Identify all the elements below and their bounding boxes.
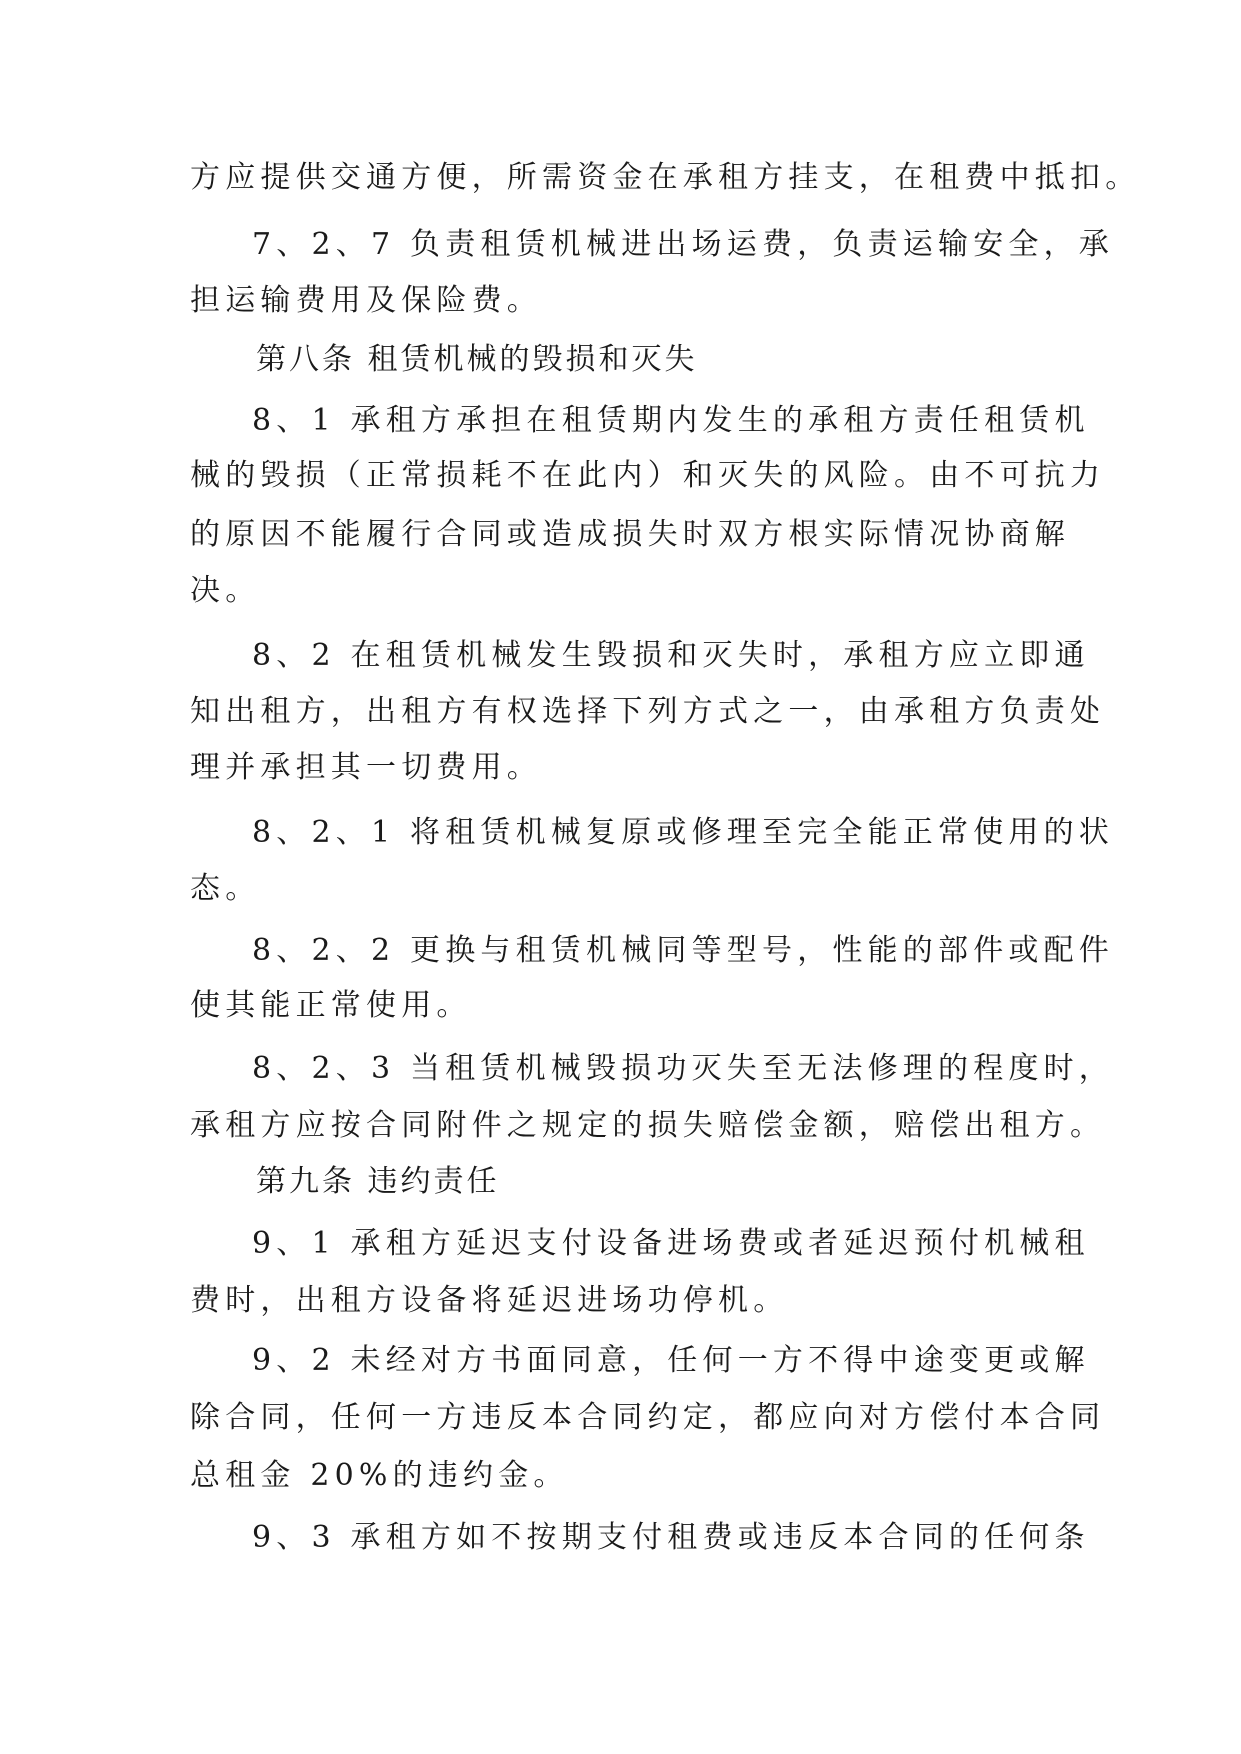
text-line: 7、2、7 负责租赁机械进出场运费，负责运输安全，承: [252, 227, 1114, 262]
text-line: 知出租方，出租方有权选择下列方式之一，由承租方负责处: [190, 694, 1106, 729]
text-line: 8、2、1 将租赁机械复原或修理至完全能正常使用的状: [252, 815, 1114, 850]
text-line: 承租方应按合同附件之规定的损失赔偿金额，赔偿出租方。: [190, 1108, 1106, 1143]
text-line: 担运输费用及保险费。: [190, 283, 542, 318]
text-line: 8、1 承租方承担在租赁期内发生的承租方责任租赁机: [252, 403, 1090, 438]
text-line: 费时，出租方设备将延迟进场功停机。: [190, 1283, 789, 1318]
text-line: 除合同，任何一方违反本合同约定，都应向对方偿付本合同: [190, 1400, 1106, 1435]
text-line: 的原因不能履行合同或造成损失时双方根实际情况协商解: [190, 517, 1070, 552]
text-line: 8、2 在租赁机械发生毁损和灭失时，承租方应立即通: [252, 638, 1090, 673]
text-line: 9、3 承租方如不按期支付租费或违反本合同的任何条: [252, 1520, 1090, 1555]
text-line: 方应提供交通方便，所需资金在承租方挂支，在租费中抵扣。: [190, 160, 1141, 195]
text-line: 8、2、3 当租赁机械毁损功灭失至无法修理的程度时，: [252, 1051, 1114, 1086]
text-line: 总租金 20%的违约金。: [190, 1458, 569, 1493]
text-line: 决。: [190, 573, 261, 608]
section-heading: 第九条 违约责任: [256, 1164, 500, 1199]
section-heading: 第八条 租赁机械的毁损和灭失: [256, 342, 698, 377]
text-line: 9、1 承租方延迟支付设备进场费或者延迟预付机械租: [252, 1226, 1090, 1261]
text-line: 械的毁损（正常损耗不在此内）和灭失的风险。由不可抗力: [190, 458, 1106, 493]
text-line: 9、2 未经对方书面同意，任何一方不得中途变更或解: [252, 1343, 1090, 1378]
text-line: 理并承担其一切费用。: [190, 750, 542, 785]
text-line: 使其能正常使用。: [190, 988, 472, 1023]
text-line: 态。: [190, 871, 261, 906]
text-line: 8、2、2 更换与租赁机械同等型号，性能的部件或配件: [252, 933, 1114, 968]
